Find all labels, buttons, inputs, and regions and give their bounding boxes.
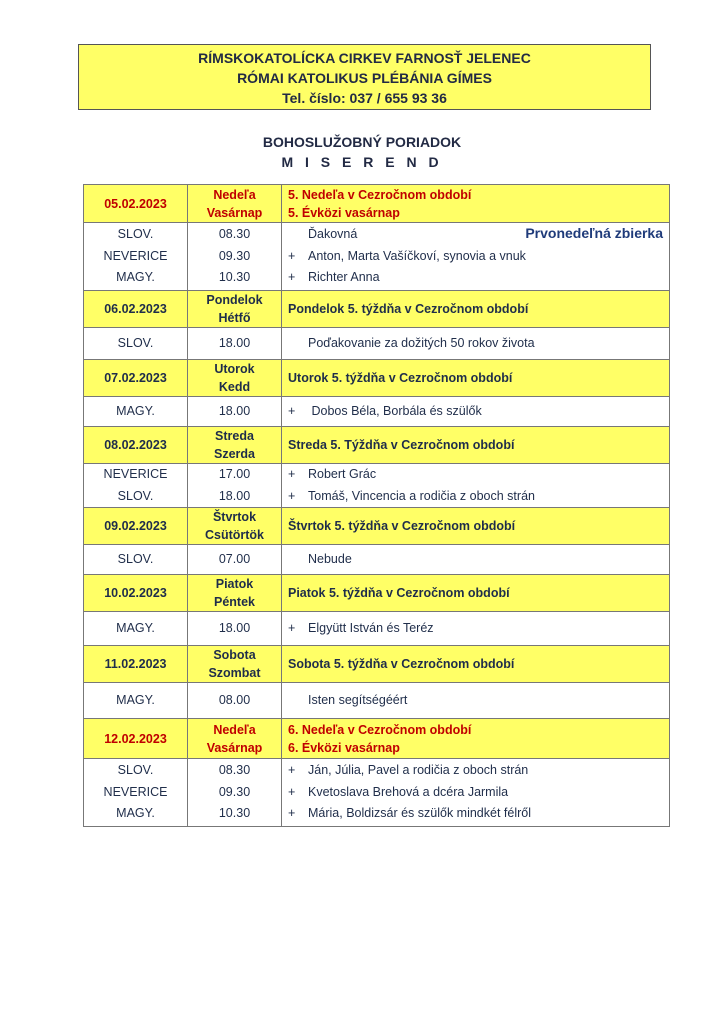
day-name-hu: Hétfő bbox=[218, 311, 251, 325]
language-cell bbox=[84, 683, 188, 719]
day-name-hu: Szombat bbox=[208, 666, 261, 680]
language-cell bbox=[84, 545, 188, 575]
day-name-sk: Štvrtok bbox=[212, 510, 257, 524]
language-cell bbox=[84, 612, 188, 646]
mass-language: MAGY. bbox=[116, 270, 155, 285]
intention-text: Ďakovná bbox=[308, 227, 358, 242]
language-cell bbox=[84, 397, 188, 427]
mass-row bbox=[84, 759, 670, 827]
mass-row bbox=[84, 464, 670, 508]
intention-cell bbox=[282, 397, 670, 427]
day-description: Štvrtok 5. týždňa v Cezročnom období bbox=[288, 519, 516, 533]
day-name-hu: Csütörtök bbox=[204, 528, 265, 542]
intention-text: Ján, Júlia, Pavel a rodičia z oboch strán bbox=[308, 763, 529, 778]
mass-time: 10.30 bbox=[218, 806, 251, 821]
mass-intention bbox=[288, 690, 669, 712]
day-description-cell bbox=[282, 719, 670, 759]
day-header-row bbox=[84, 360, 670, 397]
intention-text: Poďakovanie za dožitých 50 rokov života bbox=[308, 335, 535, 350]
day-header-row bbox=[84, 508, 670, 545]
mass-time: 07.00 bbox=[218, 551, 251, 566]
mass-language: MAGY. bbox=[116, 403, 155, 418]
time-cell bbox=[188, 612, 282, 646]
day-date: 11.02.2023 bbox=[84, 646, 188, 683]
time-cell bbox=[188, 464, 282, 508]
mass-time: 18.00 bbox=[218, 403, 251, 418]
day-name-hu: Kedd bbox=[218, 380, 251, 394]
mass-language: MAGY. bbox=[116, 692, 155, 707]
time-cell bbox=[188, 223, 282, 291]
mass-intention bbox=[288, 782, 669, 804]
mass-time: 17.00 bbox=[218, 467, 251, 481]
intention-text: Richter Anna bbox=[308, 270, 380, 285]
day-name bbox=[188, 185, 282, 223]
day-name-hu: Szerda bbox=[214, 447, 255, 461]
mass-time: 18.00 bbox=[218, 335, 251, 350]
mass-row bbox=[84, 612, 670, 646]
deceased-mark: + bbox=[288, 270, 296, 285]
day-name bbox=[188, 508, 282, 545]
mass-language: NEVERICE bbox=[103, 248, 168, 263]
mass-time: 18.00 bbox=[218, 488, 251, 503]
day-date: 05.02.2023 bbox=[84, 185, 188, 223]
day-description-hu: 5. Évközi vasárnap bbox=[288, 205, 400, 220]
mass-row bbox=[84, 397, 670, 427]
parish-phone: Tel. číslo: 037 / 655 93 36 bbox=[282, 90, 447, 106]
time-cell bbox=[188, 545, 282, 575]
time-cell bbox=[188, 759, 282, 827]
mass-intention bbox=[288, 618, 669, 640]
mass-row bbox=[84, 223, 670, 291]
mass-time: 10.30 bbox=[218, 270, 251, 285]
mass-row bbox=[84, 683, 670, 719]
day-date: 08.02.2023 bbox=[84, 427, 188, 464]
intention-cell bbox=[282, 223, 670, 291]
day-description-cell bbox=[282, 291, 670, 328]
mass-language: SLOV. bbox=[117, 763, 154, 778]
intention-text: Robert Grác bbox=[308, 467, 377, 481]
day-description: 6. Nedeľa v Cezročnom období bbox=[288, 722, 472, 737]
mass-language: NEVERICE bbox=[103, 467, 168, 481]
mass-time: 18.00 bbox=[218, 620, 251, 635]
parish-name-sk: RÍMSKOKATOLÍCKA CIRKEV FARNOSŤ JELENEC bbox=[198, 50, 531, 66]
day-description: Sobota 5. týždňa v Cezročnom období bbox=[288, 657, 515, 671]
parish-name-hu: RÓMAI KATOLIKUS PLÉBÁNIA GÍMES bbox=[237, 70, 492, 86]
mass-intention bbox=[288, 464, 669, 486]
mass-intention bbox=[288, 486, 669, 508]
mass-schedule-table bbox=[83, 184, 670, 827]
day-header-row bbox=[84, 575, 670, 612]
mass-time: 09.30 bbox=[218, 784, 251, 799]
intention-text: Anton, Marta Vašíčkoví, synovia a vnuk bbox=[308, 248, 526, 263]
intention-text: Dobos Béla, Borbála és szülők bbox=[308, 403, 482, 418]
mass-intention bbox=[288, 401, 669, 423]
day-name-sk: Sobota bbox=[213, 648, 256, 662]
intention-cell bbox=[282, 328, 670, 360]
day-description: Pondelok 5. týždňa v Cezročnom období bbox=[288, 302, 529, 316]
mass-language: SLOV. bbox=[117, 488, 154, 503]
day-name-sk: Utorok bbox=[214, 362, 255, 376]
collection-note: Prvonedeľná zbierka bbox=[525, 225, 663, 241]
intention-text: Nebude bbox=[308, 551, 352, 566]
day-name-sk: Streda bbox=[215, 429, 254, 443]
deceased-mark: + bbox=[288, 763, 296, 778]
mass-language: NEVERICE bbox=[103, 784, 168, 799]
mass-time: 08.30 bbox=[218, 763, 251, 778]
time-cell bbox=[188, 397, 282, 427]
day-header-row bbox=[84, 719, 670, 759]
day-date: 06.02.2023 bbox=[84, 291, 188, 328]
intention-text: Kvetoslava Brehová a dcéra Jarmila bbox=[308, 784, 509, 799]
deceased-mark: + bbox=[288, 620, 296, 635]
deceased-mark: + bbox=[288, 403, 296, 418]
intention-cell bbox=[282, 464, 670, 508]
day-name-sk: Nedeľa bbox=[213, 722, 256, 737]
day-description-cell bbox=[282, 360, 670, 397]
intention-cell bbox=[282, 759, 670, 827]
deceased-mark: + bbox=[288, 784, 296, 799]
parish-header bbox=[78, 44, 651, 110]
day-name-sk: Nedeľa bbox=[213, 187, 256, 202]
mass-intention bbox=[288, 760, 669, 782]
mass-row bbox=[84, 545, 670, 575]
day-description-hu: 6. Évközi vasárnap bbox=[288, 740, 400, 755]
language-cell bbox=[84, 759, 188, 827]
intention-cell bbox=[282, 612, 670, 646]
day-name bbox=[188, 646, 282, 683]
day-name bbox=[188, 719, 282, 759]
time-cell bbox=[188, 683, 282, 719]
intention-text: Mária, Boldizsár és szülők mindkét félről bbox=[308, 806, 531, 821]
mass-intention bbox=[288, 246, 669, 268]
language-cell bbox=[84, 464, 188, 508]
day-header-row bbox=[84, 646, 670, 683]
mass-language: SLOV. bbox=[117, 335, 154, 350]
mass-intention bbox=[288, 267, 669, 289]
day-header-row bbox=[84, 291, 670, 328]
day-name bbox=[188, 360, 282, 397]
day-name-sk: Pondelok bbox=[206, 293, 263, 307]
day-name-hu: Vasárnap bbox=[206, 740, 263, 755]
intention-text: Isten segítségéért bbox=[308, 692, 408, 707]
time-cell bbox=[188, 328, 282, 360]
day-description-cell bbox=[282, 575, 670, 612]
language-cell bbox=[84, 223, 188, 291]
day-description: Piatok 5. týždňa v Cezročnom období bbox=[288, 586, 510, 600]
deceased-mark: + bbox=[288, 467, 296, 481]
day-name-hu: Vasárnap bbox=[206, 205, 263, 220]
intention-text: Elgyütt István és Teréz bbox=[308, 620, 434, 635]
mass-time: 08.00 bbox=[218, 692, 251, 707]
mass-language: SLOV. bbox=[117, 551, 154, 566]
day-description-cell bbox=[282, 646, 670, 683]
mass-time: 09.30 bbox=[218, 248, 251, 263]
intention-cell bbox=[282, 683, 670, 719]
day-name bbox=[188, 575, 282, 612]
mass-language: SLOV. bbox=[117, 227, 154, 242]
deceased-mark: + bbox=[288, 488, 296, 503]
day-description: Utorok 5. týždňa v Cezročnom období bbox=[288, 371, 513, 385]
mass-row bbox=[84, 328, 670, 360]
schedule-subtitle: M I S E R E N D bbox=[281, 154, 443, 170]
day-name-hu: Péntek bbox=[214, 595, 255, 609]
intention-cell bbox=[282, 545, 670, 575]
language-cell bbox=[84, 328, 188, 360]
day-description-cell bbox=[282, 427, 670, 464]
mass-intention bbox=[288, 549, 669, 571]
day-header-row bbox=[84, 185, 670, 223]
day-name bbox=[188, 427, 282, 464]
deceased-mark: + bbox=[288, 806, 296, 821]
day-date: 12.02.2023 bbox=[84, 719, 188, 759]
mass-time: 08.30 bbox=[218, 227, 251, 242]
mass-intention bbox=[288, 803, 669, 825]
day-date: 07.02.2023 bbox=[84, 360, 188, 397]
mass-language: MAGY. bbox=[116, 806, 155, 821]
deceased-mark: + bbox=[288, 248, 296, 263]
day-description: Streda 5. Týždňa v Cezročnom období bbox=[288, 438, 515, 452]
day-description-cell bbox=[282, 185, 670, 223]
day-name-sk: Piatok bbox=[215, 577, 254, 591]
day-date: 10.02.2023 bbox=[84, 575, 188, 612]
day-description: 5. Nedeľa v Cezročnom období bbox=[288, 187, 472, 202]
mass-language: MAGY. bbox=[116, 620, 155, 635]
day-name bbox=[188, 291, 282, 328]
day-description-cell bbox=[282, 508, 670, 545]
intention-text: Tomáš, Vincencia a rodičia z oboch strán bbox=[308, 488, 535, 503]
day-date: 09.02.2023 bbox=[84, 508, 188, 545]
mass-intention bbox=[288, 333, 669, 355]
day-header-row bbox=[84, 427, 670, 464]
schedule-title: BOHOSLUŽOBNÝ PORIADOK bbox=[262, 134, 462, 150]
